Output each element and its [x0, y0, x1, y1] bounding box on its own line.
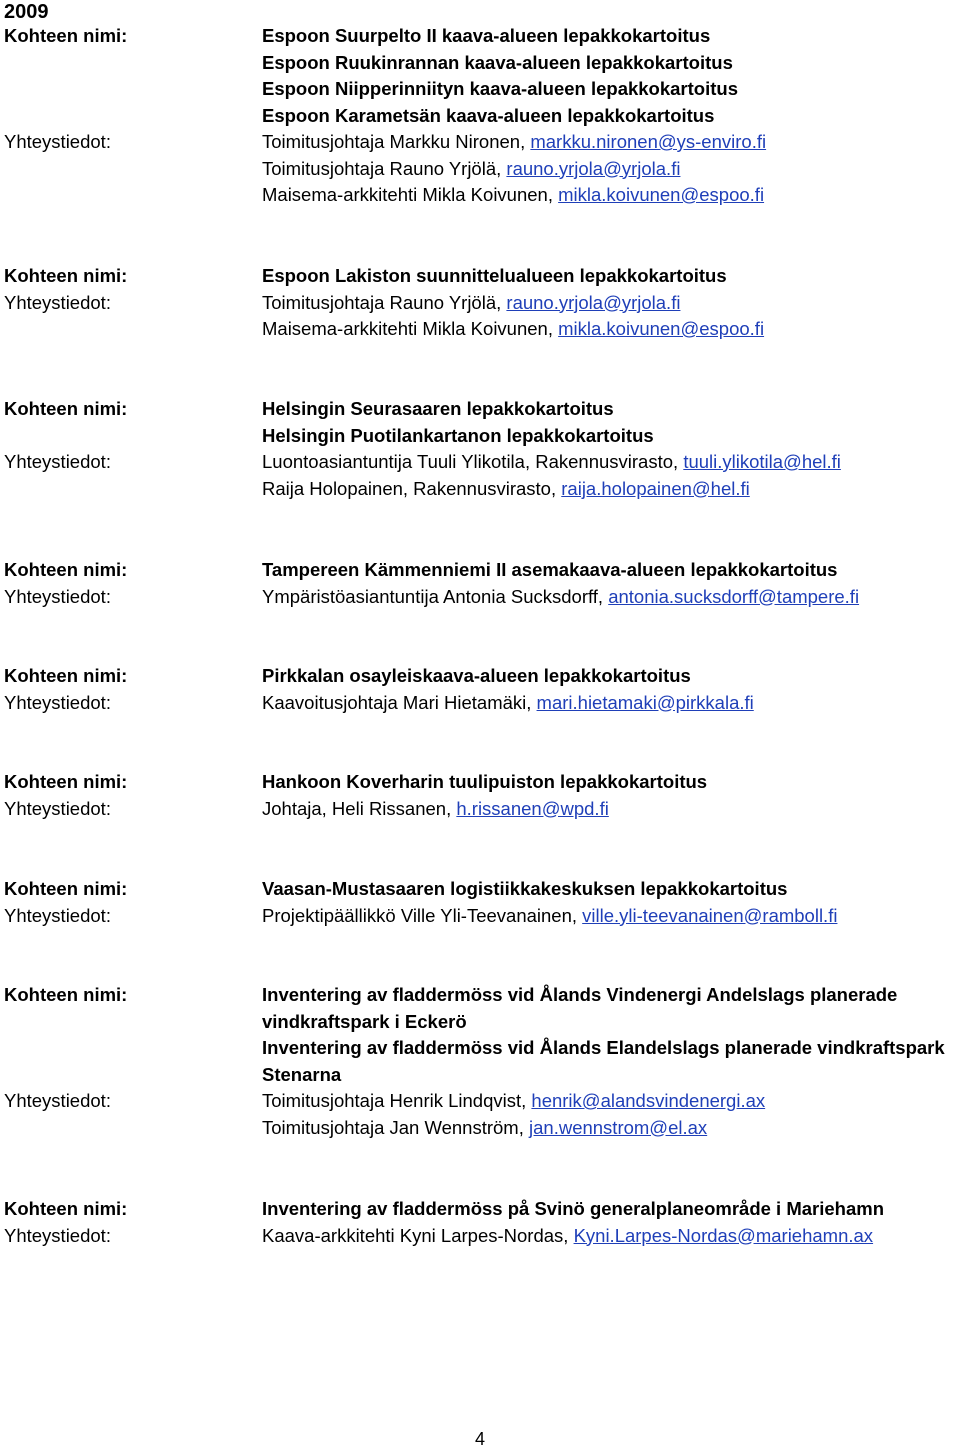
project-title: Espoon Niipperinniityn kaava-alueen lepakkokartoitus	[262, 78, 738, 99]
project-entry	[0, 769, 960, 822]
project-title: Vaasan-Mustasaaren logistiikkakeskuksen lepakkokartoitus	[262, 878, 788, 899]
project-entry	[0, 982, 960, 1141]
contact-line	[262, 1115, 707, 1142]
contact-line	[262, 584, 859, 611]
contact-label: Yhteystiedot:	[4, 585, 111, 607]
contact-person: Toimitusjohtaja Markku Nironen,	[262, 131, 531, 152]
contact-person: Projektipäällikkö Ville Yli-Teevanainen,	[262, 904, 583, 926]
project-entry	[0, 1196, 960, 1249]
page-number: 4	[474, 1429, 485, 1449]
project-title: Helsingin Seurasaaren lepakkokartoitus	[262, 398, 614, 419]
project-entry	[0, 263, 960, 343]
contact-line	[262, 903, 837, 930]
contact-person: Toimitusjohtaja Rauno Yrjölä,	[262, 157, 507, 179]
email-link[interactable]: tuuli.ylikotila@hel.fi	[683, 451, 841, 472]
contact-line	[262, 690, 754, 717]
email-link[interactable]: mikla.koivunen@espoo.fi	[558, 318, 765, 339]
contact-line	[262, 156, 680, 183]
email-link[interactable]: henrik@alandsvindenergi.ax	[531, 1090, 766, 1111]
contact-line	[262, 449, 841, 476]
contact-label: Yhteystiedot:	[4, 291, 111, 313]
contact-person: Toimitusjohtaja Henrik Lindqvist,	[262, 1090, 532, 1111]
contact-person: Raija Holopainen, Rakennusvirasto,	[262, 477, 562, 499]
contact-line	[262, 290, 680, 317]
project-title: Inventering av fladdermöss vid Ålands Elandelslags planerade vindkraftspark	[262, 1037, 945, 1058]
email-link[interactable]: markku.nironen@ys-enviro.fi	[530, 131, 767, 152]
project-name-label: Kohteen nimi:	[4, 665, 128, 686]
project-entry	[0, 23, 960, 209]
contact-person: Maisema-arkkitehti Mikla Koivunen,	[262, 184, 559, 205]
project-title: Helsingin Puotilankartanon lepakkokartoitus	[262, 424, 654, 446]
project-name-label: Kohteen nimi:	[4, 25, 128, 46]
email-link[interactable]: Kyni.Larpes-Nordas@mariehamn.ax	[573, 1224, 874, 1246]
contact-label: Yhteystiedot:	[4, 451, 111, 472]
project-title: Espoon Karametsän kaava-alueen lepakkokartoitus	[262, 104, 715, 126]
project-entry	[0, 396, 960, 502]
year-heading: 2009	[4, 1, 49, 23]
email-link[interactable]: h.rissanen@wpd.fi	[456, 797, 609, 819]
contact-label: Yhteystiedot:	[4, 131, 111, 152]
project-title: Hankoon Koverharin tuulipuiston lepakkokartoitus	[262, 771, 708, 792]
contact-label: Yhteystiedot:	[4, 1224, 111, 1246]
project-title: Pirkkalan osayleiskaava-alueen lepakkokartoitus	[262, 665, 691, 686]
contact-label: Yhteystiedot:	[4, 691, 111, 713]
project-name-label: Kohteen nimi:	[4, 398, 128, 419]
contact-person: Kaava-arkkitehti Kyni Larpes-Nordas,	[262, 1224, 574, 1246]
contact-line	[262, 1088, 765, 1115]
contact-person: Kaavoitusjohtaja Mari Hietamäki,	[262, 691, 537, 713]
contact-label: Yhteystiedot:	[4, 1090, 111, 1111]
contact-line	[262, 316, 764, 343]
project-name-label: Kohteen nimi:	[4, 878, 128, 899]
project-entry	[0, 557, 960, 610]
project-entry	[0, 876, 960, 929]
email-link[interactable]: mari.hietamaki@pirkkala.fi	[536, 691, 754, 713]
email-link[interactable]: jan.wennstrom@el.ax	[529, 1116, 708, 1138]
contact-line	[262, 1223, 873, 1250]
project-title: vindkraftspark i Eckerö	[262, 1010, 467, 1032]
email-link[interactable]: rauno.yrjola@yrjola.fi	[506, 291, 681, 313]
contact-person: Maisema-arkkitehti Mikla Koivunen,	[262, 318, 559, 339]
project-name-label: Kohteen nimi:	[4, 265, 128, 286]
project-title: Espoon Ruukinrannan kaava-alueen lepakkokartoitus	[262, 51, 733, 73]
project-name-label: Kohteen nimi:	[4, 559, 128, 580]
project-name-label: Kohteen nimi:	[4, 771, 128, 792]
project-name-label: Kohteen nimi:	[4, 1198, 128, 1219]
contact-person: Ympäristöasiantuntija Antonia Sucksdorff,	[262, 585, 609, 607]
contact-line	[262, 796, 609, 823]
contact-line	[262, 476, 750, 503]
email-link[interactable]: antonia.sucksdorff@tampere.fi	[608, 585, 860, 607]
contact-line	[262, 182, 764, 209]
contact-label: Yhteystiedot:	[4, 797, 111, 819]
email-link[interactable]: ville.yli-teevanainen@ramboll.fi	[582, 904, 838, 926]
project-title: Espoon Lakiston suunnittelualueen lepakkokartoitus	[262, 265, 727, 286]
project-title: Inventering av fladdermöss vid Ålands Vindenergi Andelslags planerade	[262, 984, 898, 1005]
email-link[interactable]: rauno.yrjola@yrjola.fi	[506, 157, 681, 179]
contact-person: Toimitusjohtaja Rauno Yrjölä,	[262, 291, 507, 313]
email-link[interactable]: raija.holopainen@hel.fi	[561, 477, 750, 499]
project-title: Espoon Suurpelto II kaava-alueen lepakkokartoitus	[262, 25, 711, 46]
project-title: Inventering av fladdermöss på Svinö generalplaneområde i Mariehamn	[262, 1198, 884, 1219]
contact-label: Yhteystiedot:	[4, 904, 111, 926]
contact-person: Toimitusjohtaja Jan Wennström,	[262, 1116, 529, 1138]
contact-person: Johtaja, Heli Rissanen,	[262, 797, 457, 819]
email-link[interactable]: mikla.koivunen@espoo.fi	[558, 184, 765, 205]
contact-line	[262, 129, 766, 156]
project-entry	[0, 663, 960, 716]
contact-person: Luontoasiantuntija Tuuli Ylikotila, Rakennusvirasto,	[262, 451, 684, 472]
project-title: Tampereen Kämmenniemi II asemakaava-alueen lepakkokartoitus	[262, 559, 838, 580]
project-title: Stenarna	[262, 1063, 342, 1085]
project-name-label: Kohteen nimi:	[4, 984, 128, 1005]
